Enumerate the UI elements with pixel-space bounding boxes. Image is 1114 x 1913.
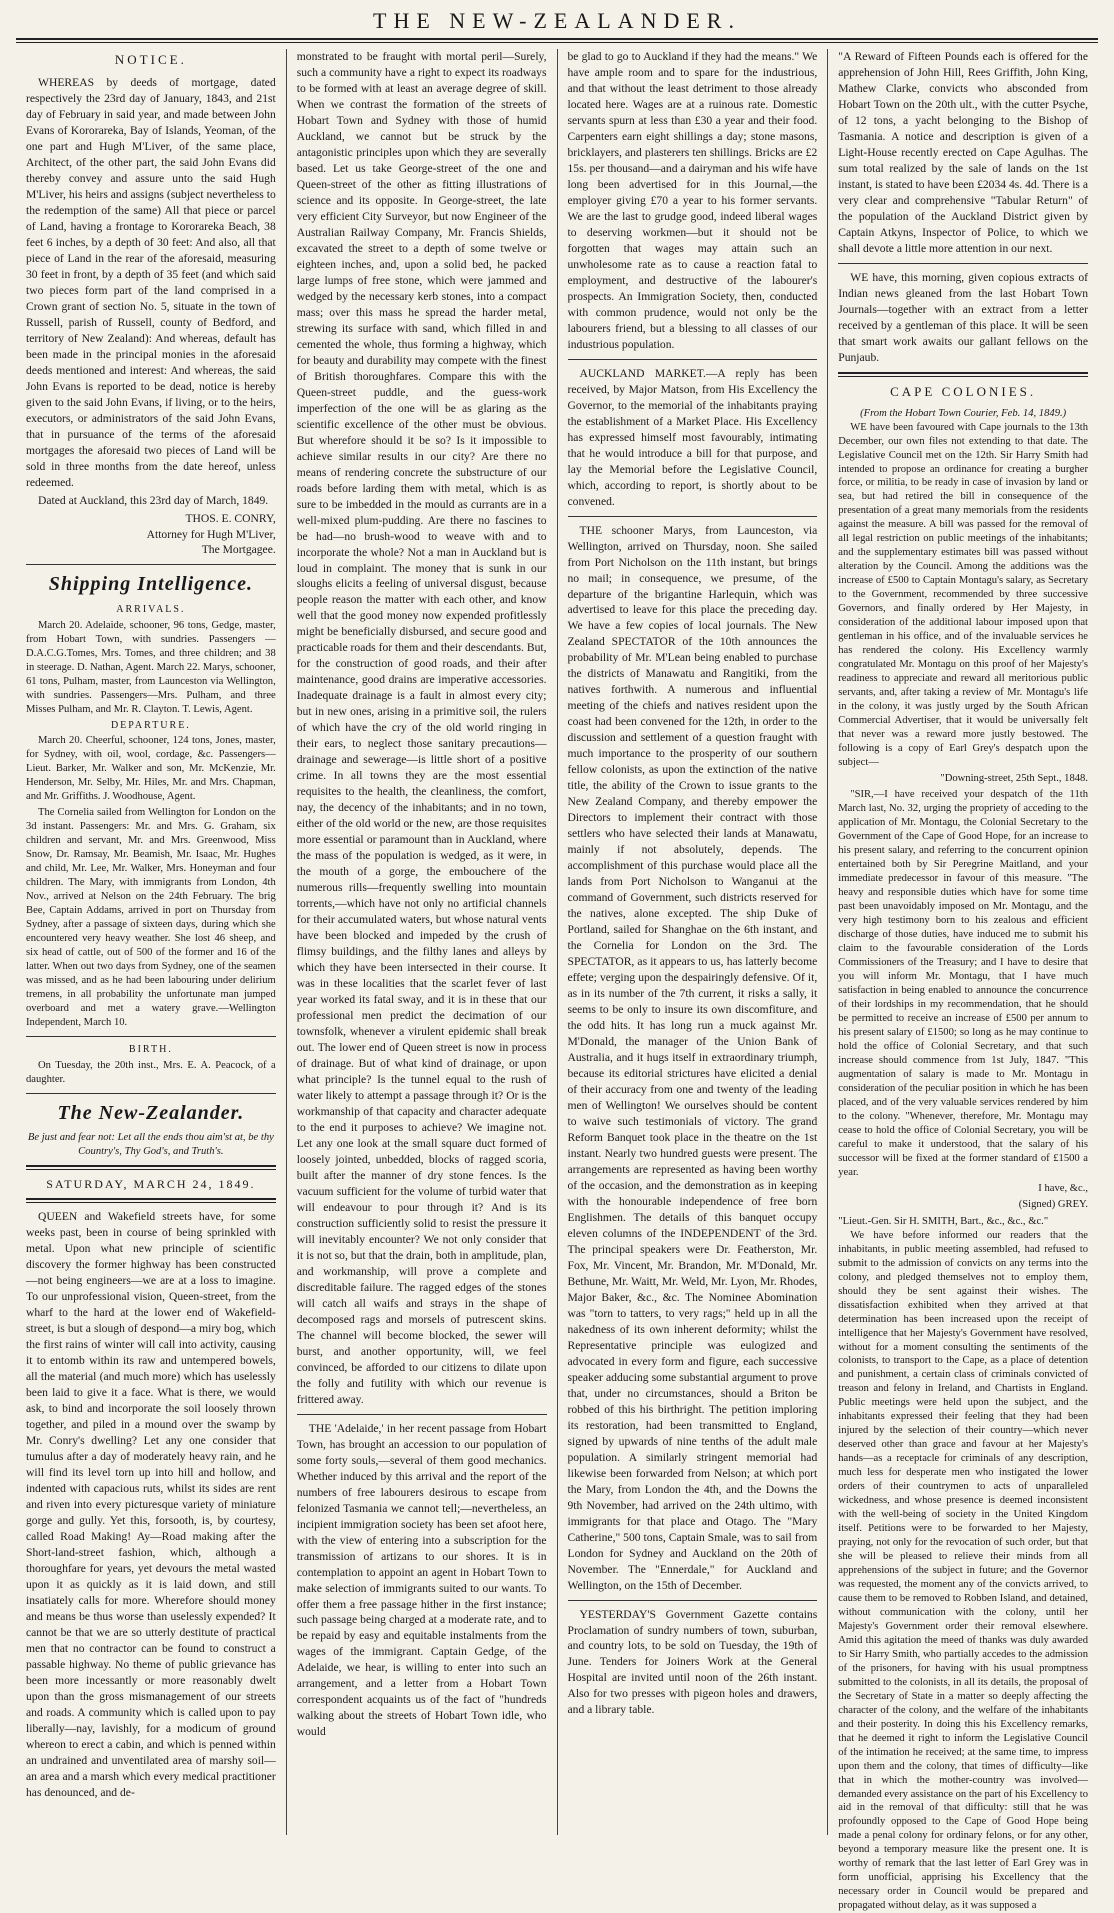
letter-signed: (Signed) GREY. [1018,1199,1088,1211]
letter-head: "Downing-street, 25th Sept., 1848. [940,772,1088,784]
shipping-notes: The Cornelia sailed from Wellington for London on the 3d instant. Passengers: Mr. and Mrs. G. Graham, six children and servant, Mr. and Mrs. Greenwood, Miss Snow, Dr. Ramsay, Mr. Beamish, Mr. Isaac, Mr. Hughes and child, Mr. Lee, Mr. Walker, Mrs. Honeyman and four children. The Mary, with immigrants from London, 4th Nov., arrived at Nelson on the 24th February. The brig Bee, Captain Addams, arrived in port on Thursday from Sydney, after a passage of sixteen days, during which she encountered very heavy weather. She lost 46 sheep, and six head of cattle, out of 500 of the former and 16 of the latter. When out two days from Sydney, one of the seamen was missed, and as he had been labouring under delirium tremens, in all probability the unfortunate man jumped overboard and met a watery grave.—Wellington Independent, March 10. [26,807,276,1028]
arrivals-text: March 20. Adelaide, schooner, 96 tons, Gedge, master, from Hobart Town, with sundries. Passengers —D.A.C.G.Tomes, Mrs. Tomes, and three children; and 38 in steerage. D. Nathan, Agent. March 22. Marys, schooner, 61 tons, Pulham, master, from Launceston via Wellington, with sundries. Passengers—Mrs. Pulham, and three Misses Pulham, and Mr. R. Clayton. T. Lewis, Agent. [26,619,276,715]
masthead-rule [16,38,1098,43]
divider [26,1165,276,1170]
divider [26,1198,276,1203]
cape-source: (From the Hobart Town Courier, Feb. 14, 1849.) [860,407,1067,419]
shipping-title: Shipping Intelligence. [48,573,253,596]
divider [26,564,276,565]
column-1 [16,49,286,1835]
divider [568,516,818,517]
masthead-title: THE NEW-ZEALANDER. [373,8,741,33]
motto: Be just and fear not: Let all the ends thou aim'st at, be thy Country's, Thy God's, and Truth's. [27,1132,274,1157]
columns [16,49,1098,1912]
divider [297,1414,547,1415]
adelaide-article: THE 'Adelaide,' in her recent passage from Hobart Town, has brought an accession to our population of some forty souls,—several of them good mechanics. Whether induced by this arrival and the report of the numbers of free labourers desirous to escape from felonized Tasmania we cannot tell;—nevertheless, an incipient immigration society has been set afoot here, with the view of entering into a subscription for the transmission of artizans to our shores. It is in contemplation to appoint an agent in Hobart Town to make selection of immigrants suited to our wants. To offer them a free passage hither in the first instance; such passage being charged at a moderate rate, and to be repaid by easy and equitable instalments from the wages of the immigrant. Captain Gedge, of the Adelaide, we hear, is willing to enter into such an arrangement, and a letter from a Hobart Town correspondent acquaints us of the fact of "hundreds walking about the streets of Hobart Town idle, who would [296,1421,547,1739]
signature-name: THOS. E. CONRY, [185,511,276,525]
indian-news-article: WE have, this morning, given copious extracts of Indian news gleaned from the last Hobart Town Journals—together with an extract from a letter received by a gentleman of this place. It will be seen that smart work awaits our gallant fellows on the Punjaub. [838,270,1088,364]
divider [838,372,1088,377]
dateline: SATURDAY, MARCH 24, 1849. [46,1176,256,1191]
signature-role-2: The Mortgagee. [201,543,276,557]
cape-body: WE have been favoured with Cape journals to the 13th December, our own files not extending to that date. The Legislative Council met on the 12th. Sir Harry Smith had intended to propose an ordinance for creating a burgher force, or militia, to be ready in case of invasion by land or sea, but had retired the bill in consequence of the presentation of a great many memorials from the residents against the measure. A bill was passed for the removal of all legal restriction on public meetings of the inhabitants; and the supplementary estimates bill was passed without alteration by the Council. Among the additions was the increase of £500 to Captain Montagu's salary, as Secretary to the Government, recommended by three successive Governors, and finally ordered by Her Majesty, in consideration of the additional labour imposed upon that gentleman in his office, and of the invaluable services he has rendered the colony. His Excellency warmly congratulated Mr. Montagu on this proof of her Majesty's readiness to appreciate and reward all meritorious public servants, and, after taking a review of Mr. Montagu's life in the colony, it was justly urged by the South African Commercial Advertiser, that it would be universally felt that never was a reward more justly bestowed. The following is a copy of Earl Grey's despatch upon the subject— [838,421,1088,768]
column-4 [827,49,1098,1912]
notice-signature [26,511,276,559]
birth-title: BIRTH. [128,1043,173,1055]
column-3 [557,49,828,1835]
market-article: AUCKLAND MARKET.—A reply has been received, by Major Matson, from His Excellency the Governor, to the memorial of the inhabitants praying the establishment of a Market Place. His Excellency has expressed himself most favourably, intimating that he would introduce a bill for that purpose, and lay the Memorial before the Legislative Council, which, according to report, is shortly about to be convened. [567,366,818,508]
divider [568,359,818,360]
birth-text: On Tuesday, the 20th inst., Mrs. E. A. Peacock, of a daughter. [26,1059,276,1085]
notice-dated: Dated at Auckland, this 23rd day of March, 1849. [38,493,269,507]
departure-text: March 20. Cheerful, schooner, 124 tons, Jones, master, for Sydney, with oil, wool, cordage, &c. Passengers—Lieut. Barker, Mr. Walker and son, Mr. McKenzie, Mr. Henderson, Mr. Selby, Mr. Hiles, Mr. and Mrs. Chapman, and Mr. Griffiths. J. Woodhouse, Agent. [26,735,276,803]
letter-body: "SIR,—I have received your despatch of the 11th March last, No. 32, urging the propriety of acceding to the application of Mr. Montagu, the Colonial Secretary to the Government of the Cape of Good Hope, for an increase to his present salary, and referring to the concurrent opinion entertained both by Sir Peregrine Maitland, and your immediate predecessor in favour of this measure. "The heavy and responsible duties which have for some time past been unavoidably imposed on Mr. Montagu, and the very high testimony born to his zealous and efficient discharge of those duties, have induced me to submit his claim to the favourable consideration of the Lords Commissioners of the Treasury; and I have to desire that you will inform Mr. Montagu, that I have much satisfaction in being enabled to announce the concurrence of their lordships in my recommendation, that he should be permitted to receive an increase of £500 per annum to his present salary of £1500; so long as he may continue to hold the office of Colonial Secretary, and that such increase should commence from 1st July, 1847. "This augmentation of salary is made to Mr. Montagu in consideration of the peculiar position in which he has been placed, and of the very valuable services rendered by him to the colony. "Whenever, therefore, Mr. Montagu may cease to hold the office of Colonial Secretary, you will be careful to make it understood, that the salary of his successor will be fixed at the former standard of £1500 a year. [838,789,1088,1178]
cape-body-2: We have before informed our readers that the inhabitants, in public meeting assembled, had refused to submit to the admission of convicts on any terms into the colony, and pledged themselves not to employ them, should they be sent against their wishes. The dissatisfaction exhibited when they arrived at that determination has been increased upon the receipt of intelligence that her Majesty's Government have resolved, without for a moment consulting the sentiments of the colonists, to transport to the Cape, as a place of detention and punishment, a certain class of criminals convicted of treason and felony in Ireland, and Chartists in England. Public meetings were held upon the subject, and the inhabitants expressed their feeling that they had been injured by the selection of their country—which never deserved other than grace and favour at her Majesty's hands—as a receptacle for criminals of any description, much less for desperate men who instigated the lower orders of their countrymen to acts of unparalleled wickedness, and whose presence is deemed inconsistent with the well-being of society in the United Kingdom itself. Petitions were to be forwarded to her Majesty, praying, not only for the revocation of such order, but that she will be pleased to relieve their minds from all apprehensions of the subject in future; and the Governor was requested, the moment any of the convicts arrived, to cause them to be removed to Robben Island, and detained, without communication with the colony, until her Majesty's Government order their removal elsewhere. Amid this agitation the meed of thanks was duly awarded to Sir Harry Smith, who partially accedes to the admission of the prisoners, for having with his usual promptness submitted to the colonists, in all its details, the proposal of the Secretary of State in a matter so deeply affecting the character of the colony, and the welfare of the inhabitants and their posterity. In doing this his Excellency remarks, that he deemed it right to inform the Legislative Council of the intimation he received; at the same time, to impress upon them and the colony, that times of difficulty—like that in which the mother-country was involved—demanded every assistance on the part of his Excellency to aid in the removal of that difficulty: still that he was profoundly opposed to the Cape of Good Hope being made a penal colony for ordinary felons, or for any other, beyond a temporary measure like the present one. It is worthy of remark that the last letter of Earl Grey was in form unofficial, apprising his Excellency that the necessary order in Council would be prepared and propagated without delay, as it was supposed a [838,1229,1088,1912]
column-2 [286,49,557,1835]
paper-title: The New-Zealander. [57,1101,245,1124]
signature-role: Attorney for Hugh M'Liver, [146,527,276,541]
immigration-article: be glad to go to Auckland if they had the means." We have ample room and to spare for the industrious, and that without the least detriment to those already located here. Wages are at a ruinous rate. Domestic servants spurn at less than £30 a year and their food. Carpenters earn eight shillings a day; stone masons, bricklayers, and plasterers ten shillings. Bricks are £2 15s. per thousand—and a dairyman and his wife have long been advertised for in this Journal,—the employer giving £70 a year to his former servants. We are the last to grudge good, indeed liberal wages to deserving workmen—but it should not be forgotten that wages may attain such an unwholesome rate as to cause a reaction fatal to employment, and destructive of the labourer's prospects. An Immigration Society, then, conducted with common prudence, would not only be the labourers friend, but a blessing to all classes of our industrious population. [567,50,818,351]
reward-article: "A Reward of Fifteen Pounds each is offered for the apprehension of John Hill, Rees Griffith, John King, Mathew Clarke, convicts who absconded from Hobart Town on the 20th ult., with the cutter Psyche, of 12 tons, a yacht belonging to the Bishop of Tasmania. A notice and description is given of a Light-House recently erected on Cape Agulhas. The sum total realized by the sale of lands on the 1st instant, is stated to have been £2034 4s. 4d. There is a very clear and comprehensive "Tabular Return" of the population of the Auckland District given by Captain Atkyns, Inspector of Police, to which we shall devote a little more attention in our next. [838,50,1088,255]
editorial-continued: monstrated to be fraught with mortal peril—Surely, such a community have a right to expect its roadways to be formed with at least an average degree of skill. When we contrast the formation of the streets of Hobart Town and Sydney with those of humid Auckland, we cannot but be struck by the antagonistic principles upon which they are severally based. Let us take George-street of the one and Queen-street of the other as fitting illustrations of science and its opposite. In George-street, the late very efficient City Surveyor, but now Engineer of the Australian Railway Company, Mr. Francis Shields, excavated the street to a depth of some twelve or eighteen inches, and, upon a solid bed, he packed large lumps of free stone, which were jammed and wedged by the necessary kerb stones, into a compact mass; over this mass he spread the harder metal, strewing its surface with sand, which filled in and cemented the whole, thus forming a highway, which for beauty and durability may compete with the finest of British thoroughfares. Compare this with the Queen-street puddle, and the guess-work imperfection of the one will be as glaring as the scientific excellence of the other must be obvious. But wherefore should it be so? Is it impossible to achieve similar results in our city? Are there no means of rendering concrete the substructure of our roads before larding them with metal, which is as sure to be imbedded in the mould as currants are in a well-mixed plum-pudding. Are there no fascines to be had—no brush-wood to weave with and to incorporate the whole? Not a man in Auckland but is loud in complaint. The money that is sunk in our sloughs elicits a feeling of universal disgust, because people reason the matter with each other, and know well that the good money now expended profitlessly might be beneficially disbursed, and secure good and practicable roads for them and their descendants. But, for the construction of good roads, and their after maintenance, good drains are imperative accessories. Inadequate drainage is a fault in almost every city; but in new ones, arising in a primitive soil, the rulers of which have the cry of the old world ringing in their ears, to neglect those sanitary precautions—drainage and sewerage—is little short of a positive crime. In all towns they are the most essential requisites to the health, the cleanliness, the comfort, nay, the decency of the inhabitants; and in no town, either of the old world or the new, are those requisites more essential or paramount than in Auckland, where the mass of the population is wedged, as it were, in the mouth of a gorge, the embouchere of the numerous rills—frequently swelling into mountain torrents,—which have not only no artificial channels for their accumulated waters, but whose natural vents have been blocked and impeded by the crush of flimsy buildings, and the filthy lanes and alleys by which they have been intersected in their course. It was in these localities that the scarlet fever of last year worked its fatal sway, and it is in these that our professional men predict the decimation of our townsfolk, whenever a virulent epidemic shall break out. The lower end of Queen street is now in process of drainage. But of what kind of drainage, or upon what principle? Is the tunnel equal to the rush of water likely to attempt a passage through it? Or is the workmanship of that capacity and character adequate to the end it purposes to achieve? We imagine not. Let any one look at the small square duct formed of loosely jointed, unbedded, blocks of ragged scoria, built after the manner of dry stone fences. Is the vacuum sufficient for the volume of turbid water that will endeavour to pour through it? And is its construction sufficiently solid to resist the pressure it will inevitably encounter? We not only consider that it is not so, but that the drain, both in amplitude, plan, and workmanship, will prove a complete and discreditable failure. The ragged edges of the stones will catch all waifs and strays in the shape of decomposed rags and morsels of putrescent skins. The channel will become blocked, the sewer will burst, and another opportunity, will, we feel convinced, be afforded to our citizens to dilate upon the folly and futility with which our revenue is frittered away. [296,50,547,1406]
letter-to: "Lieut.-Gen. Sir H. SMITH, Bart., &c., &c., &c." [838,1215,1049,1227]
letter-close: I have, &c., [1038,1182,1088,1194]
notice-body: WHEREAS by deeds of mortgage, dated respectively the 23rd day of January, 1843, and 21st day of February in said year, and made between John Evans of Kororareka, Bay of Islands, Yeoman, of the one part and Hugh M'Liver, of the same place, Architect, of the other part, the said John Evans did thereby convey and assure unto the said Hugh M'Liver, his heirs and assigns (subject nevertheless to the redemption of the same) All that piece or parcel of Land, having a frontage to Kororareka Beach, 38 feet 6 inches, by a depth of 30 feet: And also, all that piece of Land in the rear of the aforesaid, measuring 30 feet in front, by a depth of 35 feet (and which said two pieces form part of the land comprised in a Crown grant of section No. 5, situate in the town of Russell, parish of Russell, county of Bedford, and territory of New Zealand): And whereas, default has been made in the principal monies in the aforesaid deeds mentioned and interest: And whereas, the said John Evans is reported to be dead, notice is hereby given to the said John Evans, if living, or to the heirs, executors, or administrators of the said John Evans, that in pursuance of the terms of the aforesaid mortgages the aforesaid two pieces of Land will be sold in three months from the date hereof, unless redeemed. [26,75,276,489]
wellington-news-article: THE schooner Marys, from Launceston, via Wellington, arrived on Thursday, noon. She sailed from Port Nicholson on the 11th instant, but brings no mail; in consequence, we presume, of the departure of the brigantine Harlequin, which was advertised to leave for this place the preceding day. We have a few copies of local journals. The New Zealand SPECTATOR of the 10th announces the probability of Mr. M'Lean being enabled to purchase the districts of Manawatu and Rangitiki, from the natives forthwith. A numerous and influential meeting of the chiefs and natives resident upon the coast had been convened for the 12th, in order to the discussion and settlement of a question fraught with much importance to the prosperity of our southern fellow colonists, as upon the extinction of the native title, the ability of the Crown to issue grants to the New Zealand Company, and thereby empower the Directors to implement their contract with those settlers who have selected their lands at Manawatu, mainly if not absolutely, depends. The accomplishment of this purchase would place all the lands from Port Nicholson to Wanganui at the command of Government, such districts reserved for the natives, alone excepted. The ship Duke of Portland, sailed for Shanghae on the 6th instant, and the Cornelia for London on the 3rd. The SPECTATOR, as it appears to us, has latterly become effete; verging upon the despairingly defensive. Of it, as in its number of the 7th current, it risks a sally, it seems to be only to insure its own discomfiture, and the odd hits. It has long run a muck against Mr. M'Donald, the manager of the Union Bank of Australia, and it hugs itself in extraordinary triumph, because its editorial strictures have elicited a denial of their accuracy from one and twenty of the leading men of Wellington! We ourselves should be content to waive such testimonials of victory. The grand Reform Banquet took place in the theatre on the 1st instant. Nearly two hundred guests were present. The arrangements are represented as having been worthy of the occasion, and the demonstration as in keeping with the honourable independence of free born Englishmen. The details of this banquet occupy eleven columns of the INDEPENDENT of the 3rd. The principal speakers were Dr. Featherston, Mr. Fox, Mr. Vincent, Mr. Brandon, Mr. M'Donald, Mr. Bethune, Mr. Waitt, Mr. Weld, Mr. Lyon, Mr. Rhodes, Major Baker, &c., &c. The Nominee Abomination was "torn to tatters, to very rags;" held up in all the nakedness of its own inherent deformity; whilst the Representative principle was eulogized and advocated in every form and figure, each successive speaker adducing some substantial argument to prove that, under no circumstances, should a Briton be robbed of this his birthright. The petition imploring its restoration, had been transmitted to England, signed by upwards of nine tenths of the adult male population. A similarly stringent memorial had likewise been forwarded from Nelson; at which port the Mary, from London the 4th, and the Downs the 9th November, had arrived on the 24th ultimo, with immigrants for that place and Otago. The "Mary Catherine," 500 tons, Captain Smale, was to sail from London for Sydney and Auckland on the 20th of November. The "Ennerdale," for Auckland and Wellington, on the 15th of December. [567,523,818,1592]
arrivals-title: ARRIVALS. [116,604,186,616]
divider [26,1093,276,1094]
notice-title: NOTICE. [114,52,187,67]
divider [568,1600,818,1601]
divider [838,263,1088,264]
editorial-text: QUEEN and Wakefield streets have, for some weeks past, been in course of being sprinkled with metal. Upon what new principle of scientific discovery the former highway has been constructed—not being engineers—we are at a loss to imagine. To our unprofessional vision, Queen-street, from the wharf to the hard at the lower end of Wakefield-street, is but a slough of despond—a miry bog, which the first rains of winter will call into activity, causing it to entomb within its raw and untempered bowels, all the material (and much more) which has uselessly been laid to give it a face. What is there, we would ask, to bind and incorporate the soil loosely thrown together, and piled in a mound over the swamp by Mr. Conry's dwelling? Let any one consider that tumulus after a day of moderately heavy rain, and he will find its level torn up into hill and hollow, and indented with capacious ruts, whilst its sides are rent and riven into every picturesque variety of miniature gorge and gully. Yet this, forsooth, is, by courtesy, called Road Making! Ay—Road making after the Short-land-street fashion, which, although a thoroughfare for years, yet devours the metal wasted upon it as quickly as it is laid down, and still insatiately calls for more. Wherefore should money and means be thus worse than uselessly expended? It cannot be that we are so utterly destitute of practical men that no contractor can be found to construct a passable highway. No theme of public grievance has been more incessantly or more reasonably dwelt upon than the gross mismanagement of our streets and roads. A community which is called upon to pay liberally—nay, lavishly, for a modicum of ground whereon to erect a cabin, and which is penned within an undrained and unventilated area of marshy soil—an area and a marsh which every medical practitioner has denounced, and de- [26,1210,276,1799]
departure-title: DEPARTURE. [110,719,191,731]
gazette-article: YESTERDAY'S Government Gazette contains Proclamation of sundry numbers of town, suburban, and country lots, to be sold on Tuesday, the 19th of June. Tenders for Joiners Work at the General Hospital are invited until noon of the 26th instant. Also for two presses with pigeon holes and drawers, and a library table. [567,1607,818,1717]
cape-title: CAPE COLONIES. [890,383,1037,399]
divider [26,1036,276,1037]
